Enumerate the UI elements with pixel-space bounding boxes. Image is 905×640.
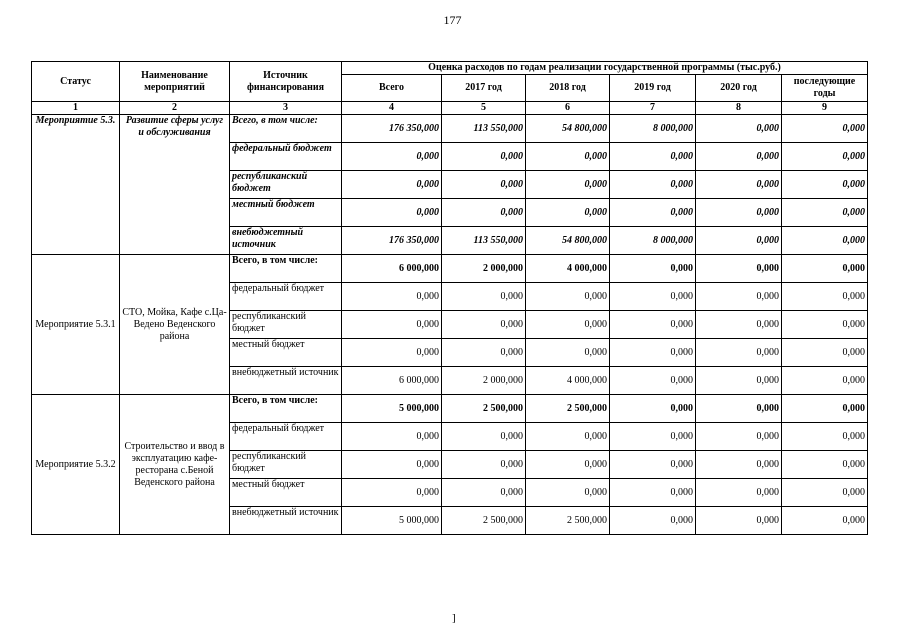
value-cell: 6 000,000 bbox=[342, 367, 442, 395]
value-cell: 0,000 bbox=[696, 171, 782, 199]
source-cell: внебюджетный источник bbox=[230, 507, 342, 535]
value-cell: 0,000 bbox=[610, 171, 696, 199]
value-cell: 4 000,000 bbox=[526, 255, 610, 283]
value-cell: 176 350,000 bbox=[342, 115, 442, 143]
value-cell: 0,000 bbox=[696, 143, 782, 171]
value-cell: 0,000 bbox=[782, 507, 868, 535]
value-cell: 0,000 bbox=[610, 311, 696, 339]
header-status: Статус bbox=[32, 62, 120, 102]
value-cell: 54 800,000 bbox=[526, 227, 610, 255]
value-cell: 4 000,000 bbox=[526, 367, 610, 395]
header-estimate: Оценка расходов по годам реализации государственной программы (тыс.руб.) bbox=[342, 62, 868, 75]
value-cell: 0,000 bbox=[696, 423, 782, 451]
value-cell: 0,000 bbox=[610, 143, 696, 171]
source-cell: федеральный бюджет bbox=[230, 283, 342, 311]
value-cell: 0,000 bbox=[696, 367, 782, 395]
value-cell: 0,000 bbox=[526, 311, 610, 339]
value-cell: 0,000 bbox=[442, 143, 526, 171]
value-cell: 0,000 bbox=[782, 311, 868, 339]
value-cell: 0,000 bbox=[442, 311, 526, 339]
value-cell: 0,000 bbox=[442, 171, 526, 199]
header-total: Всего bbox=[342, 75, 442, 102]
budget-table bbox=[31, 61, 868, 535]
value-cell: 0,000 bbox=[782, 227, 868, 255]
value-cell: 0,000 bbox=[526, 423, 610, 451]
source-cell: федеральный бюджет bbox=[230, 143, 342, 171]
value-cell: 5 000,000 bbox=[342, 507, 442, 535]
value-cell: 0,000 bbox=[782, 451, 868, 479]
value-cell: 0,000 bbox=[342, 199, 442, 227]
value-cell: 0,000 bbox=[782, 143, 868, 171]
value-cell: 2 500,000 bbox=[442, 395, 526, 423]
header-source: Источник финансирования bbox=[230, 62, 342, 102]
source-cell: Всего, в том числе: bbox=[230, 115, 342, 143]
value-cell: 0,000 bbox=[696, 479, 782, 507]
value-cell: 0,000 bbox=[610, 423, 696, 451]
source-cell: Всего, в том числе: bbox=[230, 395, 342, 423]
event-name-cell: Развитие сферы услуг и обслуживания bbox=[120, 115, 230, 255]
value-cell: 0,000 bbox=[610, 395, 696, 423]
value-cell: 0,000 bbox=[696, 507, 782, 535]
value-cell: 2 000,000 bbox=[442, 367, 526, 395]
value-cell: 6 000,000 bbox=[342, 255, 442, 283]
value-cell: 0,000 bbox=[526, 283, 610, 311]
source-cell: внебюджетный источник bbox=[230, 227, 342, 255]
status-cell: Мероприятие 5.3.1 bbox=[32, 255, 120, 395]
status-cell: Мероприятие 5.3. bbox=[32, 115, 120, 255]
value-cell: 0,000 bbox=[782, 423, 868, 451]
value-cell: 0,000 bbox=[610, 199, 696, 227]
event-name-cell: СТО, Мойка, Кафе с.Ца-Ведено Веденского района bbox=[120, 255, 230, 395]
value-cell: 2 500,000 bbox=[442, 507, 526, 535]
table-row bbox=[32, 115, 868, 143]
source-cell: республиканский бюджет bbox=[230, 311, 342, 339]
value-cell: 2 500,000 bbox=[526, 395, 610, 423]
column-number: 5 bbox=[442, 102, 526, 115]
value-cell: 2 000,000 bbox=[442, 255, 526, 283]
table-row bbox=[32, 255, 868, 283]
value-cell: 0,000 bbox=[696, 115, 782, 143]
value-cell: 0,000 bbox=[782, 115, 868, 143]
value-cell: 0,000 bbox=[782, 395, 868, 423]
value-cell: 0,000 bbox=[696, 227, 782, 255]
value-cell: 0,000 bbox=[610, 479, 696, 507]
event-name-cell: Строительство и ввод в эксплуатацию кафе-ресторана с.Беной Веденского района bbox=[120, 395, 230, 535]
column-number: 7 bbox=[610, 102, 696, 115]
value-cell: 0,000 bbox=[610, 339, 696, 367]
value-cell: 0,000 bbox=[526, 171, 610, 199]
value-cell: 0,000 bbox=[342, 451, 442, 479]
column-number: 3 bbox=[230, 102, 342, 115]
value-cell: 8 000,000 bbox=[610, 227, 696, 255]
value-cell: 0,000 bbox=[610, 367, 696, 395]
value-cell: 0,000 bbox=[442, 423, 526, 451]
value-cell: 0,000 bbox=[526, 199, 610, 227]
value-cell: 0,000 bbox=[526, 479, 610, 507]
value-cell: 0,000 bbox=[342, 171, 442, 199]
value-cell: 0,000 bbox=[342, 423, 442, 451]
column-number-row bbox=[32, 102, 868, 115]
column-number: 9 bbox=[782, 102, 868, 115]
value-cell: 0,000 bbox=[342, 143, 442, 171]
value-cell: 0,000 bbox=[342, 283, 442, 311]
value-cell: 0,000 bbox=[696, 395, 782, 423]
column-number: 2 bbox=[120, 102, 230, 115]
column-number: 1 bbox=[32, 102, 120, 115]
value-cell: 0,000 bbox=[610, 283, 696, 311]
value-cell: 0,000 bbox=[442, 479, 526, 507]
value-cell: 0,000 bbox=[610, 255, 696, 283]
value-cell: 113 550,000 bbox=[442, 227, 526, 255]
header-name: Наименование мероприятий bbox=[120, 62, 230, 102]
value-cell: 0,000 bbox=[782, 479, 868, 507]
header-later: последующие годы bbox=[782, 75, 868, 102]
value-cell: 0,000 bbox=[782, 255, 868, 283]
header-2018: 2018 год bbox=[526, 75, 610, 102]
source-cell: местный бюджет bbox=[230, 339, 342, 367]
value-cell: 0,000 bbox=[696, 451, 782, 479]
value-cell: 0,000 bbox=[696, 311, 782, 339]
value-cell: 54 800,000 bbox=[526, 115, 610, 143]
value-cell: 0,000 bbox=[342, 479, 442, 507]
page-number: 177 bbox=[443, 13, 462, 27]
column-number: 4 bbox=[342, 102, 442, 115]
value-cell: 0,000 bbox=[342, 339, 442, 367]
table-row bbox=[32, 395, 868, 423]
value-cell: 0,000 bbox=[782, 171, 868, 199]
value-cell: 0,000 bbox=[526, 339, 610, 367]
value-cell: 0,000 bbox=[342, 311, 442, 339]
column-number: 6 bbox=[526, 102, 610, 115]
footer-mark: ] bbox=[452, 612, 456, 624]
value-cell: 0,000 bbox=[696, 255, 782, 283]
column-number: 8 bbox=[696, 102, 782, 115]
value-cell: 0,000 bbox=[696, 199, 782, 227]
header-2017: 2017 год bbox=[442, 75, 526, 102]
source-cell: республиканский бюджет bbox=[230, 171, 342, 199]
source-cell: Всего, в том числе: bbox=[230, 255, 342, 283]
value-cell: 2 500,000 bbox=[526, 507, 610, 535]
value-cell: 5 000,000 bbox=[342, 395, 442, 423]
value-cell: 0,000 bbox=[782, 339, 868, 367]
value-cell: 176 350,000 bbox=[342, 227, 442, 255]
status-cell: Мероприятие 5.3.2 bbox=[32, 395, 120, 535]
source-cell: федеральный бюджет bbox=[230, 423, 342, 451]
value-cell: 0,000 bbox=[782, 283, 868, 311]
header-2019: 2019 год bbox=[610, 75, 696, 102]
value-cell: 8 000,000 bbox=[610, 115, 696, 143]
value-cell: 0,000 bbox=[696, 283, 782, 311]
value-cell: 0,000 bbox=[610, 507, 696, 535]
source-cell: местный бюджет bbox=[230, 479, 342, 507]
value-cell: 113 550,000 bbox=[442, 115, 526, 143]
source-cell: местный бюджет bbox=[230, 199, 342, 227]
value-cell: 0,000 bbox=[442, 339, 526, 367]
value-cell: 0,000 bbox=[696, 339, 782, 367]
value-cell: 0,000 bbox=[526, 143, 610, 171]
source-cell: внебюджетный источник bbox=[230, 367, 342, 395]
value-cell: 0,000 bbox=[442, 199, 526, 227]
header-2020: 2020 год bbox=[696, 75, 782, 102]
source-cell: республиканский бюджет bbox=[230, 451, 342, 479]
value-cell: 0,000 bbox=[442, 283, 526, 311]
value-cell: 0,000 bbox=[782, 199, 868, 227]
value-cell: 0,000 bbox=[526, 451, 610, 479]
value-cell: 0,000 bbox=[610, 451, 696, 479]
value-cell: 0,000 bbox=[782, 367, 868, 395]
value-cell: 0,000 bbox=[442, 451, 526, 479]
